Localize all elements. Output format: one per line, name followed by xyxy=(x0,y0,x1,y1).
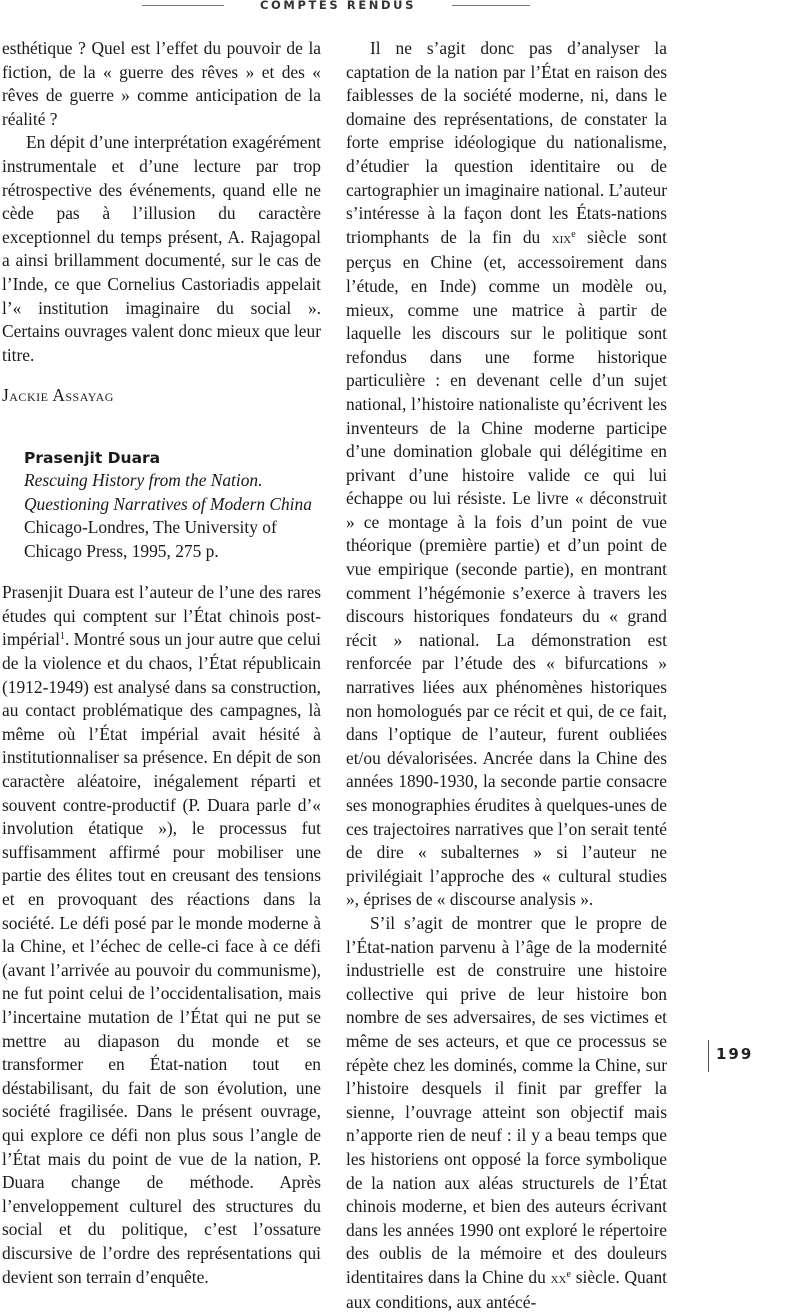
book-title: Rescuing History from the Nation. Questioning Narratives of Modern China xyxy=(24,469,312,514)
superscript: e xyxy=(566,1268,571,1280)
paragraph: En dépit d’une interprétation exagérément instrumentale et d’une lecture par trop rétrospective des événements, quand elle ne cède pas à l’illusion du caractère exceptionnel du temps présent, A. Rajagopal a ainsi brillamment documenté, sur le cas de l’Inde, ce que Cornelius Castoriadis appelait l’« institution imaginaire du social ». Certains ouvrages valent donc mieux que leur titre. xyxy=(2,132,321,365)
header-rule-right xyxy=(452,5,530,6)
book-author: Prasenjit Duara xyxy=(24,448,161,467)
paragraph: esthétique ? Quel est l’effet du pouvoir de la fiction, de la « guerre des rêves » et des « rêves de guerre » comme anticipation de la réalité ? xyxy=(2,38,321,129)
text-span: Il ne s’agit donc pas d’analyser la captation de la nation par l’État en raison des faiblesses de la société moderne, ni, dans le domaine des représentations, de constater la forte emprise idéologique du nationalisme, d’étudier la question identitaire ou de cartographier un imaginaire national. L’auteur s’intéresse à la façon dont les États-nations triomphants de la fin du xyxy=(346,38,667,247)
paragraph xyxy=(346,912,667,1315)
running-header-title: COMPTES RENDUS xyxy=(260,0,416,12)
left-column xyxy=(2,37,321,1289)
header-rule-left xyxy=(142,5,224,6)
text-span: siècle. Quant aux conditions, aux antécé- xyxy=(346,1266,667,1313)
paragraph xyxy=(346,37,667,912)
paragraph xyxy=(2,581,321,1289)
century-numeral: xx xyxy=(550,1270,567,1287)
text-span: Prasenjit Duara est l’auteur de l’une des rares études qui comptent sur l’État chinois post-impérial xyxy=(2,582,321,650)
footnote-ref: 1 xyxy=(59,631,65,643)
text-span: S’il s’agit de montrer que le propre de l’État-nation parvenu à l’âge de la modernité industrielle est de construire une histoire collective qui prive de leur histoire bon nombre de ses adversaires, de ses victimes et même de ses acteurs, et que ce processus se répète chez les dominés, comme la Chine, sur l’histoire desquels il finit par greffer la sienne, l’ouvrage atteint son objectif mais n’apporte rien de neuf : il y a beau temps que les historiens ont opposé la force symbolique de la nation aux aléas structurels de l’État chinois moderne, et bien des auteurs écrivant dans les années 1990 ont exploré le répertoire des oublis de la mémoire et des douleurs identitaires dans la Chine du xyxy=(346,912,667,1287)
page-number: 199 xyxy=(716,1045,754,1063)
century-numeral: xix xyxy=(551,230,572,247)
text-span: siècle sont perçus en Chine (et, accessoirement dans l’étude, en Inde) comme un modèle ou, mieux, comme une matrice à partir de laquelle les discours sur le politique sont refondus dans une forme historique particulière : en devenant celle d’un sujet national, l’histoire nationaliste qu’écrivent les inventeurs de la Chine moderne participe d’une domination globale qui délégitime en privant d’une histoire valide ce qui lui échappe ou lui résiste. Le livre « déconstruit » ce montage à la fois d’un point de vue théorique (première partie) et d’un point de vue empirique (seconde partie), en montrant comment l’hégémonie s’exerce à travers les discours historiques fondateurs du « grand récit » national. La démonstration est renforcée par l’étude des « bifurcations » narratives liées aux phénomènes historiques non homologués par ce récit et qui, de ce fait, dans l’optique de l’auteur, furent oubliées et/ou dévalorisées. Ancrée dans la Chine des années 1890-1930, la seconde partie consacre ses monographies érudites à quelques-unes de ces trajectoires narratives que l’on serait tenté de dire « subalternes » si l’auteur ne privilégiait l’approche des « cultural studies », éprises de « discourse analysis ». xyxy=(346,226,667,910)
review-signature: Jackie Assayag xyxy=(2,385,114,406)
book-reference xyxy=(2,447,321,563)
running-header xyxy=(0,0,800,20)
book-publication: Chicago-Londres, The University of Chicago Press, 1995, 275 p. xyxy=(24,517,277,561)
page-number-rule xyxy=(708,1040,709,1072)
right-column xyxy=(346,37,667,1315)
superscript: e xyxy=(571,228,576,240)
text-span: . Montré sous un jour autre que celui de la violence et du chaos, l’État républicain (1912-1949) est analysé dans sa construction, au contact problématique des campagnes, là même où l’État impérial avait hésité à institutionnaliser sa présence. En dépit de son caractère aléatoire, inégalement réparti et souvent contre-productif (P. Duara parle d’« involution étatique »), le processus fut suffisamment affirmé pour mobiliser une partie des élites tout en creusant des tensions et en provoquant des réactions dans la société. Le défi posé par le monde moderne à la Chine, et l’échec de celle-ci face à ce défi (avant l’arrivée au pouvoir du communisme), ne fut point celui de l’occidentalisation, mais l’incertaine mutation de l’État qui ne put se mettre au diapason du monde et se transformer en État-nation tout en déstabilisant, du fait de son évolution, une société fragilisée. Dans le présent ouvrage, qui explore ce défi non plus sous l’angle de l’État mais du point de vue de la nation, P. Duara change de méthode. Après l’enveloppement culturel des structures du social et du politique, c’est l’ossature discursive de l’ordre des représentations qui devient son terrain d’enquête. xyxy=(2,629,321,1287)
